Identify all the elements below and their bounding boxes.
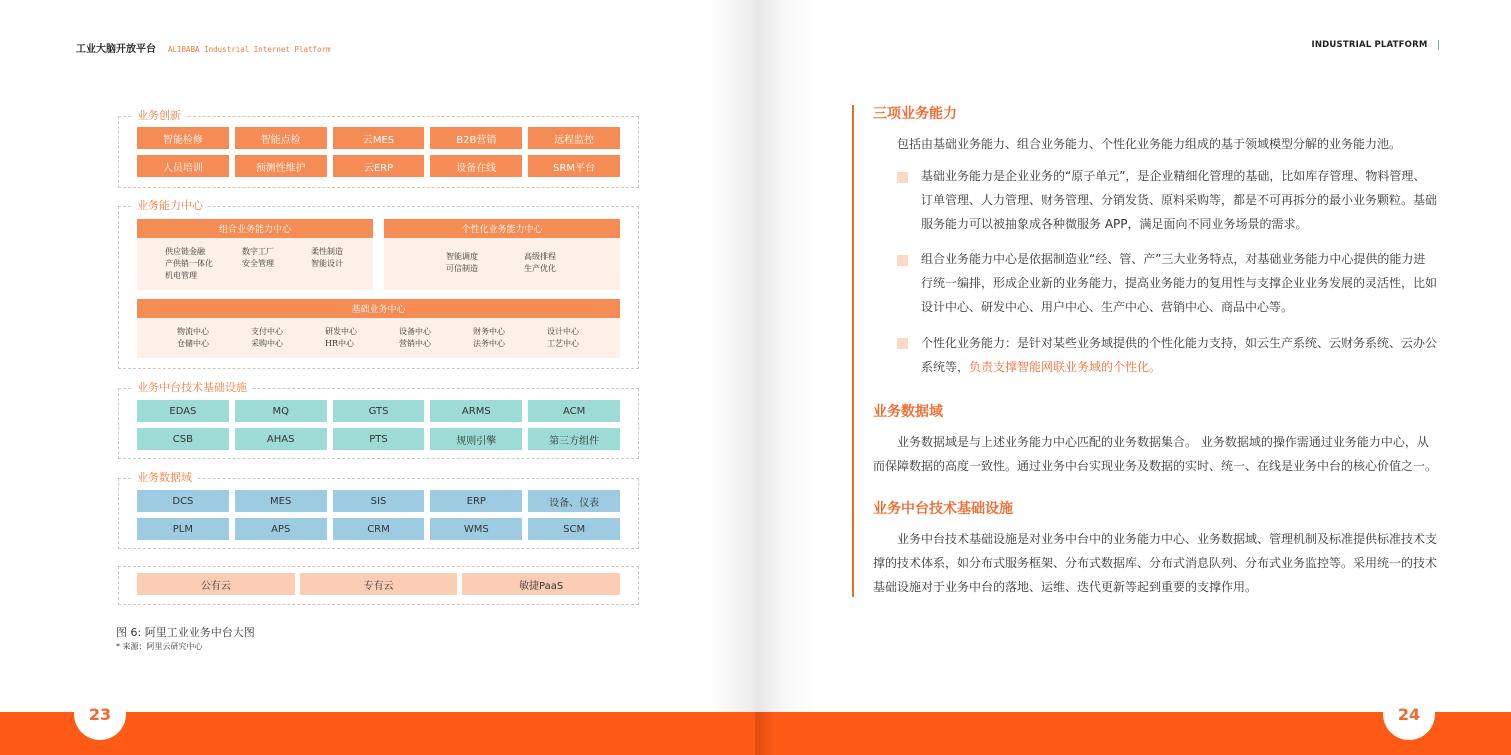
tech-cell: MQ [235,400,327,422]
tech-cell: 规则引擎 [430,428,522,450]
section-title: 业务创新 [133,109,185,123]
section-title: 业务中台技术基础设施 [133,381,251,395]
left-page [0,0,755,755]
basic-center-body [137,318,620,358]
page-fold [755,712,775,755]
combined-col-2 [242,246,274,270]
personal-center-header: 个性化业务能力中心 [384,219,620,238]
capability-item: 供应链金融 [165,247,205,256]
section-heading: 业务数据域 [873,404,943,420]
capability-item: 仓储中心 [177,339,209,348]
tech-cell: PTS [333,428,425,450]
tech-cell: EDAS [137,400,229,422]
capability-item: 数字工厂 [242,247,274,256]
cloud-grid [137,573,620,595]
capability-item: 高级排程 [524,252,556,261]
section-title: 业务能力中心 [133,199,207,213]
data-cell: SCM [528,518,620,540]
capability-item: 可信制造 [446,264,478,273]
data-cell: ERP [430,490,522,512]
cloud-cell: 敏捷PaaS [462,573,620,595]
capability-section [118,199,639,369]
right-page [755,0,1511,755]
innovation-cell: 远程监控 [528,127,620,149]
bullet-marker [897,338,908,349]
innovation-cell: 预测性维护 [235,155,327,177]
capability-item: 智能设计 [311,259,343,268]
header-brand: 工业大脑开放平台 [76,44,156,55]
innovation-cell: 智能点检 [235,127,327,149]
data-cell: PLM [137,518,229,540]
section-intro: 包括由基础业务能力、组合业务能力、个性化业务能力组成的基于领域模型分解的业务能力池。 [897,137,1402,151]
bullet-text: 组合业务能力中心是依据制造业“经、管、产”三大业务特点，对基础业务能力中心提供的能力进行统一编排，形成企业新的业务能力，提高业务能力的复用性与支撑企业业务发展的灵活性，比如设计中心、研发中心、用户中心、生产中心、营销中心、商品中心等。 [921,252,1438,314]
capability-item: 工艺中心 [547,339,579,348]
personal-col-2 [524,251,556,275]
tech-cell: 第三方组件 [528,428,620,450]
figure-source: * 来源：阿里云研究中心 [116,642,203,651]
tech-section [118,381,639,459]
data-grid [137,490,620,540]
cloud-cell: 专有云 [300,573,458,595]
capability-item: 安全管理 [242,259,274,268]
combined-center-body [137,238,373,290]
basic-center-header: 基础业务中心 [137,299,620,318]
innovation-section [118,109,639,188]
accent-rule [852,105,854,597]
basic-col [325,326,357,350]
tech-cell: ACM [528,400,620,422]
tech-cell: GTS [333,400,425,422]
header-label: INDUSTRIAL PLATFORM [1311,40,1428,50]
innovation-grid [137,127,620,177]
cloud-section [118,566,639,605]
innovation-cell: 设备在线 [430,155,522,177]
data-cell: WMS [430,518,522,540]
innovation-cell: 云ERP [333,155,425,177]
innovation-cell: B2B营销 [430,127,522,149]
personal-col-1 [446,251,478,275]
innovation-cell: SRM平台 [528,155,620,177]
header-subtitle: ALIBABA Industrial Internet Platform [168,45,331,54]
basic-col [177,326,209,350]
innovation-cell: 人员培训 [137,155,229,177]
capability-item: 法务中心 [473,339,505,348]
capability-item: HR中心 [325,339,354,348]
basic-col [473,326,505,350]
highlight-text: 负责支撑智能网联业务域的个性化。 [969,360,1162,374]
basic-col [251,326,283,350]
capability-item: 设备中心 [399,327,431,336]
bullet-text-main: 个性化业务能力：是针对某些业务域提供的个性化能力支持，如云生产系统、云财务系统、云办公系统等， [921,336,1438,374]
capability-item: 采购中心 [251,339,283,348]
figure-caption: 图 6: 阿里工业业务中台大图 [116,626,255,639]
bullet-marker [897,255,908,266]
header-accent-bar [1438,40,1440,50]
basic-col [399,326,431,350]
cloud-cell: 公有云 [137,573,295,595]
capability-item: 财务中心 [473,327,505,336]
data-cell: APS [235,518,327,540]
left-header [76,40,331,55]
tech-cell: AHAS [235,428,327,450]
section-heading: 三项业务能力 [873,106,957,122]
section-title: 业务数据域 [133,471,196,485]
combined-center-header: 组合业务能力中心 [137,219,373,238]
capability-item: 机电管理 [165,271,197,280]
page-number-left: 23 [74,688,126,740]
section-text: 业务中台技术基础设施是对业务中台中的业务能力中心、业务数据域、管理机制及标准提供标准技术支撑的技术体系，如分布式服务框架、分布式数据库、分布式消息队列、分布式业务监控等。采用统一的技术基础设施对于业务中台的落地、运维、迭代更新等起到重要的支撑作用。 [873,532,1438,594]
capability-item: 产供销一体化 [165,259,213,268]
right-header [1311,40,1439,50]
capability-item: 柔性制造 [311,247,343,256]
capability-item: 支付中心 [251,327,283,336]
section-text: 业务数据域是与上述业务能力中心匹配的业务数据集合。 业务数据域的操作需通过业务能力中心，从而保障数据的高度一致性。通过业务中台实现业务及数据的实时、统一、在线是业务中台的核心价值之一。 [873,435,1438,473]
data-cell: MES [235,490,327,512]
bullet-text: 基础业务能力是企业业务的“原子单元”，是企业精细化管理的基础，比如库存管理、物料管理、订单管理、人力管理、财务管理、分销发货、原料采购等，都是不可再拆分的最小业务颗粒。基础服务能力可以被抽象成各种微服务 APP，满足面向不同业务场景的需求。 [921,169,1438,231]
innovation-cell: 智能检修 [137,127,229,149]
data-cell: CRM [333,518,425,540]
section-heading: 业务中台技术基础设施 [873,501,1013,517]
capability-item: 营销中心 [399,339,431,348]
page-number-right: 24 [1383,688,1435,740]
capability-item: 设计中心 [547,327,579,336]
capability-item: 智能调度 [446,252,478,261]
innovation-cell: 云MES [333,127,425,149]
bullet-text [921,331,1437,379]
tech-cell: ARMS [430,400,522,422]
data-cell: 设备、仪表 [528,490,620,512]
footer-bar [0,712,1511,755]
tech-cell: CSB [137,428,229,450]
capability-item: 生产优化 [524,264,556,273]
basic-col [547,326,579,350]
combined-col-1 [165,246,213,282]
data-cell: DCS [137,490,229,512]
capability-item: 研发中心 [325,327,357,336]
data-section [118,471,639,549]
data-cell: SIS [333,490,425,512]
bullet-marker [897,172,908,183]
tech-grid [137,400,620,450]
combined-col-3 [311,246,343,270]
personal-center-body [384,238,620,290]
capability-item: 物流中心 [177,327,209,336]
